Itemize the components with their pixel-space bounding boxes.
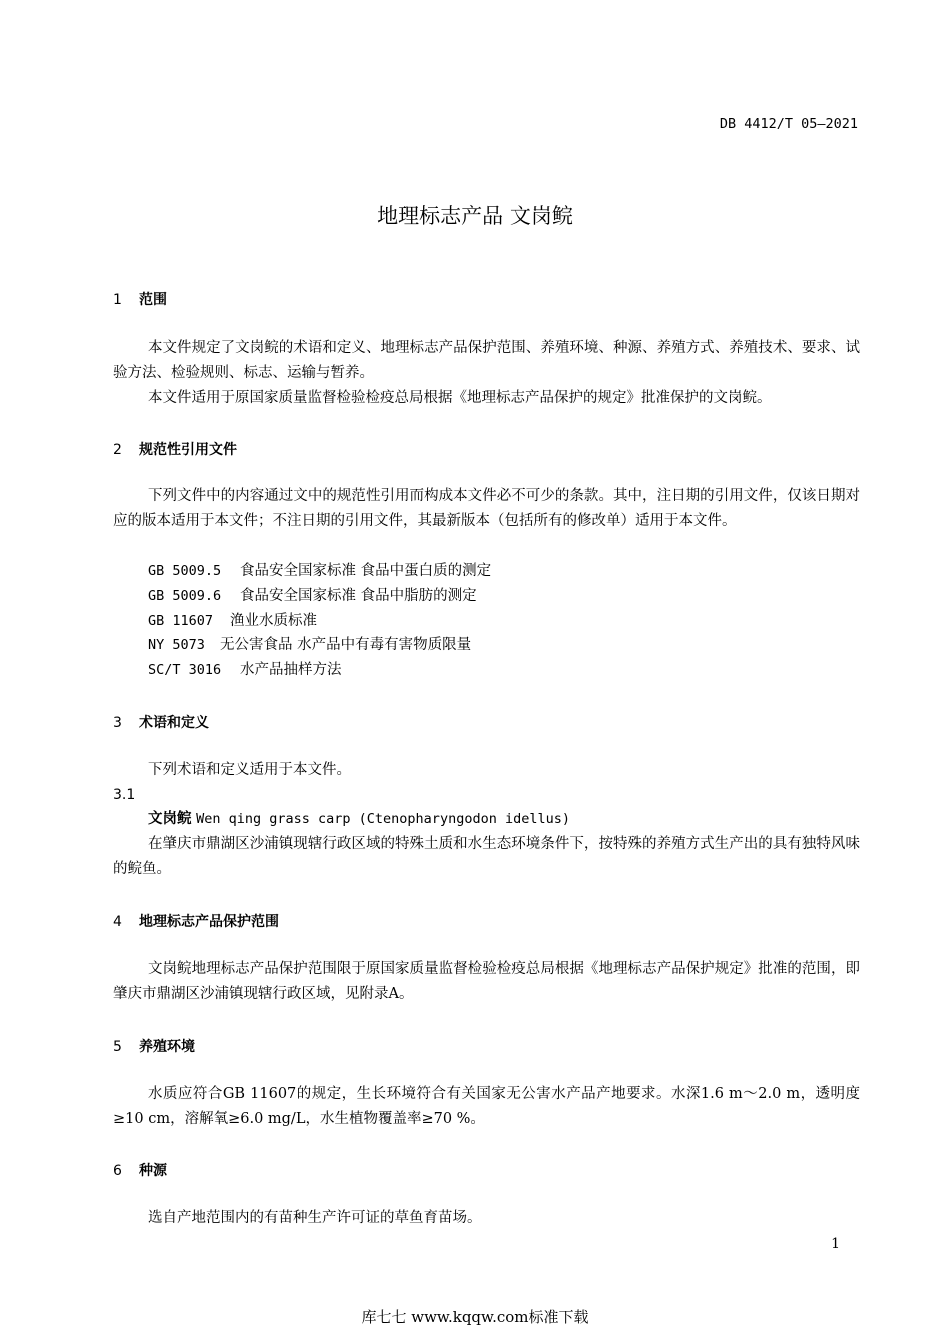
term-number: 3.1 [113,787,136,803]
reference-item [148,609,317,634]
section-title: 种源 [139,1163,167,1179]
reference-item [148,584,477,609]
reference-item [148,559,491,584]
section-4-paragraph-1: 文岗鲩地理标志产品保护范围限于原国家质量监督检验检疫总局根据《地理标志产品保护规定》批准的范围，即肇庆市鼎湖区沙浦镇现辖行政区域，见附录A。 [113,961,860,1002]
section-title: 规范性引用文件 [139,442,237,458]
section-title: 术语和定义 [139,715,209,731]
section-number: 6 [113,1163,122,1179]
reference-item [148,633,471,658]
reference-code: GB 11607 [148,613,214,629]
reference-name: 食品安全国家标准 食品中脂肪的测定 [240,588,477,604]
section-title: 养殖环境 [139,1039,195,1055]
section-6-heading [113,1160,167,1180]
section-title: 地理标志产品保护范围 [139,914,279,930]
section-1-paragraph-1: 本文件规定了文岗鲩的术语和定义、地理标志产品保护范围、养殖环境、种源、养殖方式、养殖技术、要求、试验方法、检验规则、标志、运输与暂养。 [113,340,860,381]
document-title: 地理标志产品 文岗鲩 [377,204,573,228]
section-5-paragraph-1: 水质应符合GB 11607的规定，生长环境符合有关国家无公害水产品产地要求。水深1.6 m～2.0 m，透明度≥10 cm，溶解氧≥6.0 mg/L，水生植物覆盖率≥70 %。 [113,1086,860,1127]
section-number: 2 [113,442,122,458]
reference-code: GB 5009.6 [148,588,222,604]
reference-code: NY 5073 [148,637,205,653]
term-english: Wen qing grass carp (Ctenopharyngodon idellus) [196,811,570,827]
section-number: 1 [113,292,122,308]
document-number: DB 4412/T 05—2021 [719,116,858,132]
section-4-heading [113,911,279,931]
reference-code: SC/T 3016 [148,662,222,678]
reference-name: 无公害食品 水产品中有毒有害物质限量 [220,637,472,653]
reference-code: GB 5009.5 [148,563,222,579]
section-1-paragraph-2: 本文件适用于原国家质量监督检验检疫总局根据《地理标志产品保护的规定》批准保护的文岗鲩。 [148,390,772,406]
section-number: 5 [113,1039,122,1055]
section-3-paragraph-1: 下列术语和定义适用于本文件。 [148,762,351,778]
section-5-heading [113,1036,195,1056]
section-3-heading [113,712,209,732]
section-1-heading [113,289,167,309]
reference-name: 食品安全国家标准 食品中蛋白质的测定 [240,563,492,579]
section-2-paragraph-1: 下列文件中的内容通过文中的规范性引用而构成本文件必不可少的条款。其中，注日期的引用文件，仅该日期对应的版本适用于本文件；不注日期的引用文件，其最新版本（包括所有的修改单）适用于本文件。 [113,488,860,529]
page-number: 1 [831,1236,840,1252]
term-name: 文岗鲩 [148,811,192,827]
section-number: 3 [113,715,122,731]
watermark-footer: 库七七 www.kqqw.com标准下载 [361,1308,589,1326]
section-6-paragraph-1: 选自产地范围内的有苗种生产许可证的草鱼育苗场。 [148,1210,482,1226]
term-definition: 在肇庆市鼎湖区沙浦镇现辖行政区域的特殊土质和水生态环境条件下，按特殊的养殖方式生产出的具有独特风味的鲩鱼。 [113,836,860,877]
section-2-heading [113,439,237,459]
reference-item [148,658,342,683]
reference-name: 水产品抽样方法 [240,662,342,678]
section-number: 4 [113,914,122,930]
section-title: 范围 [139,292,167,308]
reference-name: 渔业水质标准 [230,613,317,629]
term-entry [148,807,570,832]
